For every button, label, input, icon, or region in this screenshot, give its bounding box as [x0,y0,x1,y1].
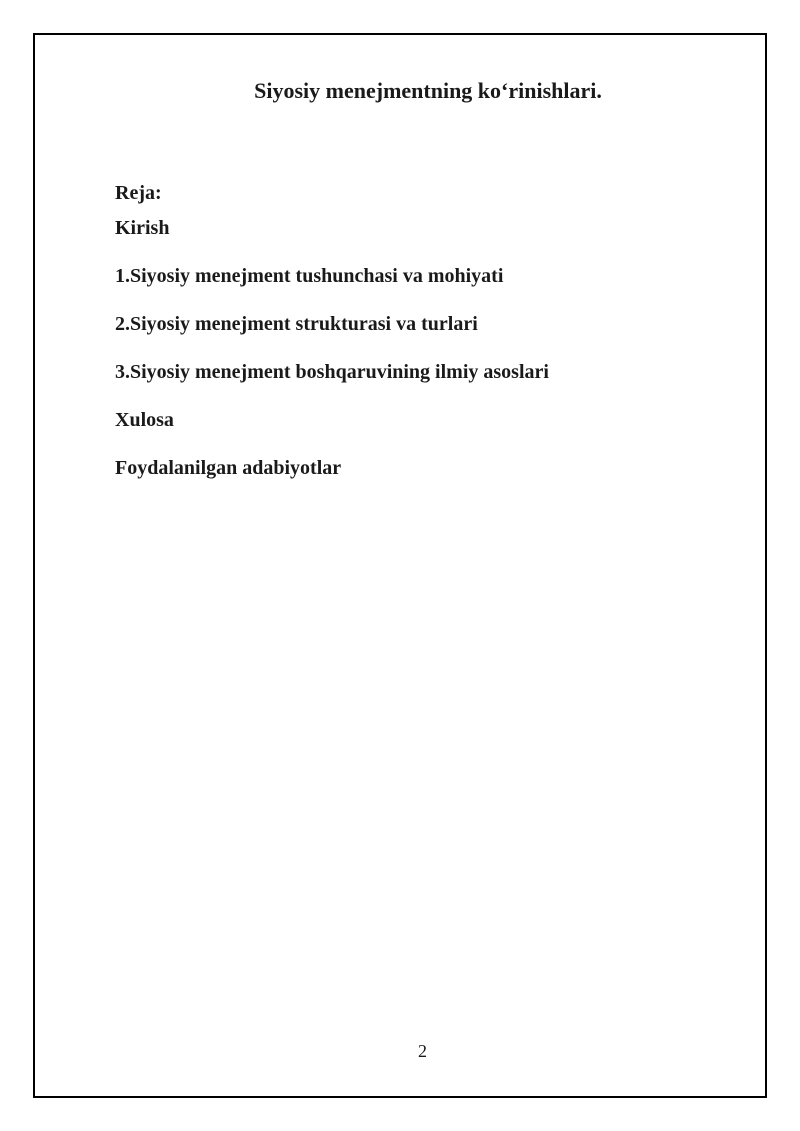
plan-item-chapter-3: 3.Siyosiy menejment boshqaruvining ilmiy asoslari [115,361,549,383]
plan-list [115,216,549,504]
page-title: Siyosiy menejmentning ko‘rinishlari. [254,78,602,103]
plan-item-chapter-1: 1.Siyosiy menejment tushunchasi va mohiyati [115,265,504,287]
plan-item-chapter-2: 2.Siyosiy menejment strukturasi va turlari [115,313,478,335]
plan-heading: Reja: [115,182,162,204]
plan-item-introduction: Kirish [115,217,170,239]
plan-item-conclusion: Xulosa [115,409,174,431]
plan-item-references: Foydalanilgan adabiyotlar [115,457,342,479]
page-number: 2 [418,1041,427,1061]
